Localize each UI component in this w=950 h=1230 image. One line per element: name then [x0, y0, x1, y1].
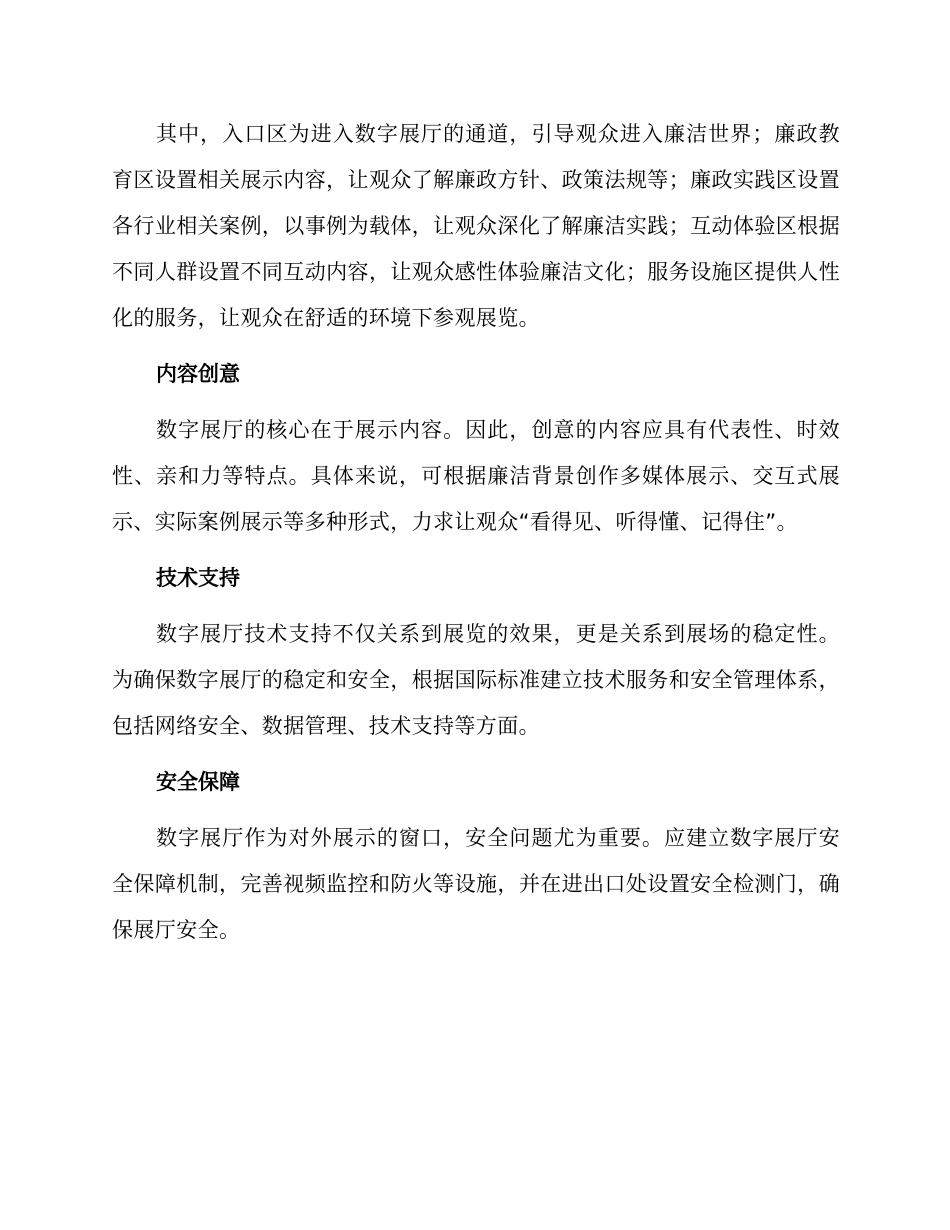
paragraph-zones: 其中，入口区为进入数字展厅的通道，引导观众进入廉洁世界；廉政教育区设置相关展示内容，让观众了解廉政方针、政策法规等；廉政实践区设置各行业相关案例，以事例为载体，让观众深化了解廉洁实践；互动体验区根据不同人群设置不同互动内容，让观众感性体验廉洁文化；服务设施区提供人性化的服务，让观众在舒适的环境下参观展览。 [112, 122, 840, 330]
paragraph-safety-assurance: 数字展厅作为对外展示的窗口，安全问题尤为重要。应建立数字展厅安全保障机制，完善视频监控和防火等设施，并在进出口处设置安全检测门，确保展厅安全。 [112, 826, 840, 942]
paragraph-content-creativity: 数字展厅的核心在于展示内容。因此，创意的内容应具有代表性、时效性、亲和力等特点。具体来说，可根据廉洁背景创作多媒体展示、交互式展示、实际案例展示等多种形式，力求让观众“看得见、听得懂、记得住”。 [112, 418, 840, 534]
heading-safety-assurance: 安全保障 [156, 770, 240, 794]
heading-technical-support: 技术支持 [156, 566, 240, 590]
paragraph-technical-support: 数字展厅技术支持不仅关系到展览的效果，更是关系到展场的稳定性。为确保数字展厅的稳定和安全，根据国际标准建立技术服务和安全管理体系，包括网络安全、数据管理、技术支持等方面。 [112, 622, 840, 738]
heading-content-creativity: 内容创意 [156, 362, 240, 386]
